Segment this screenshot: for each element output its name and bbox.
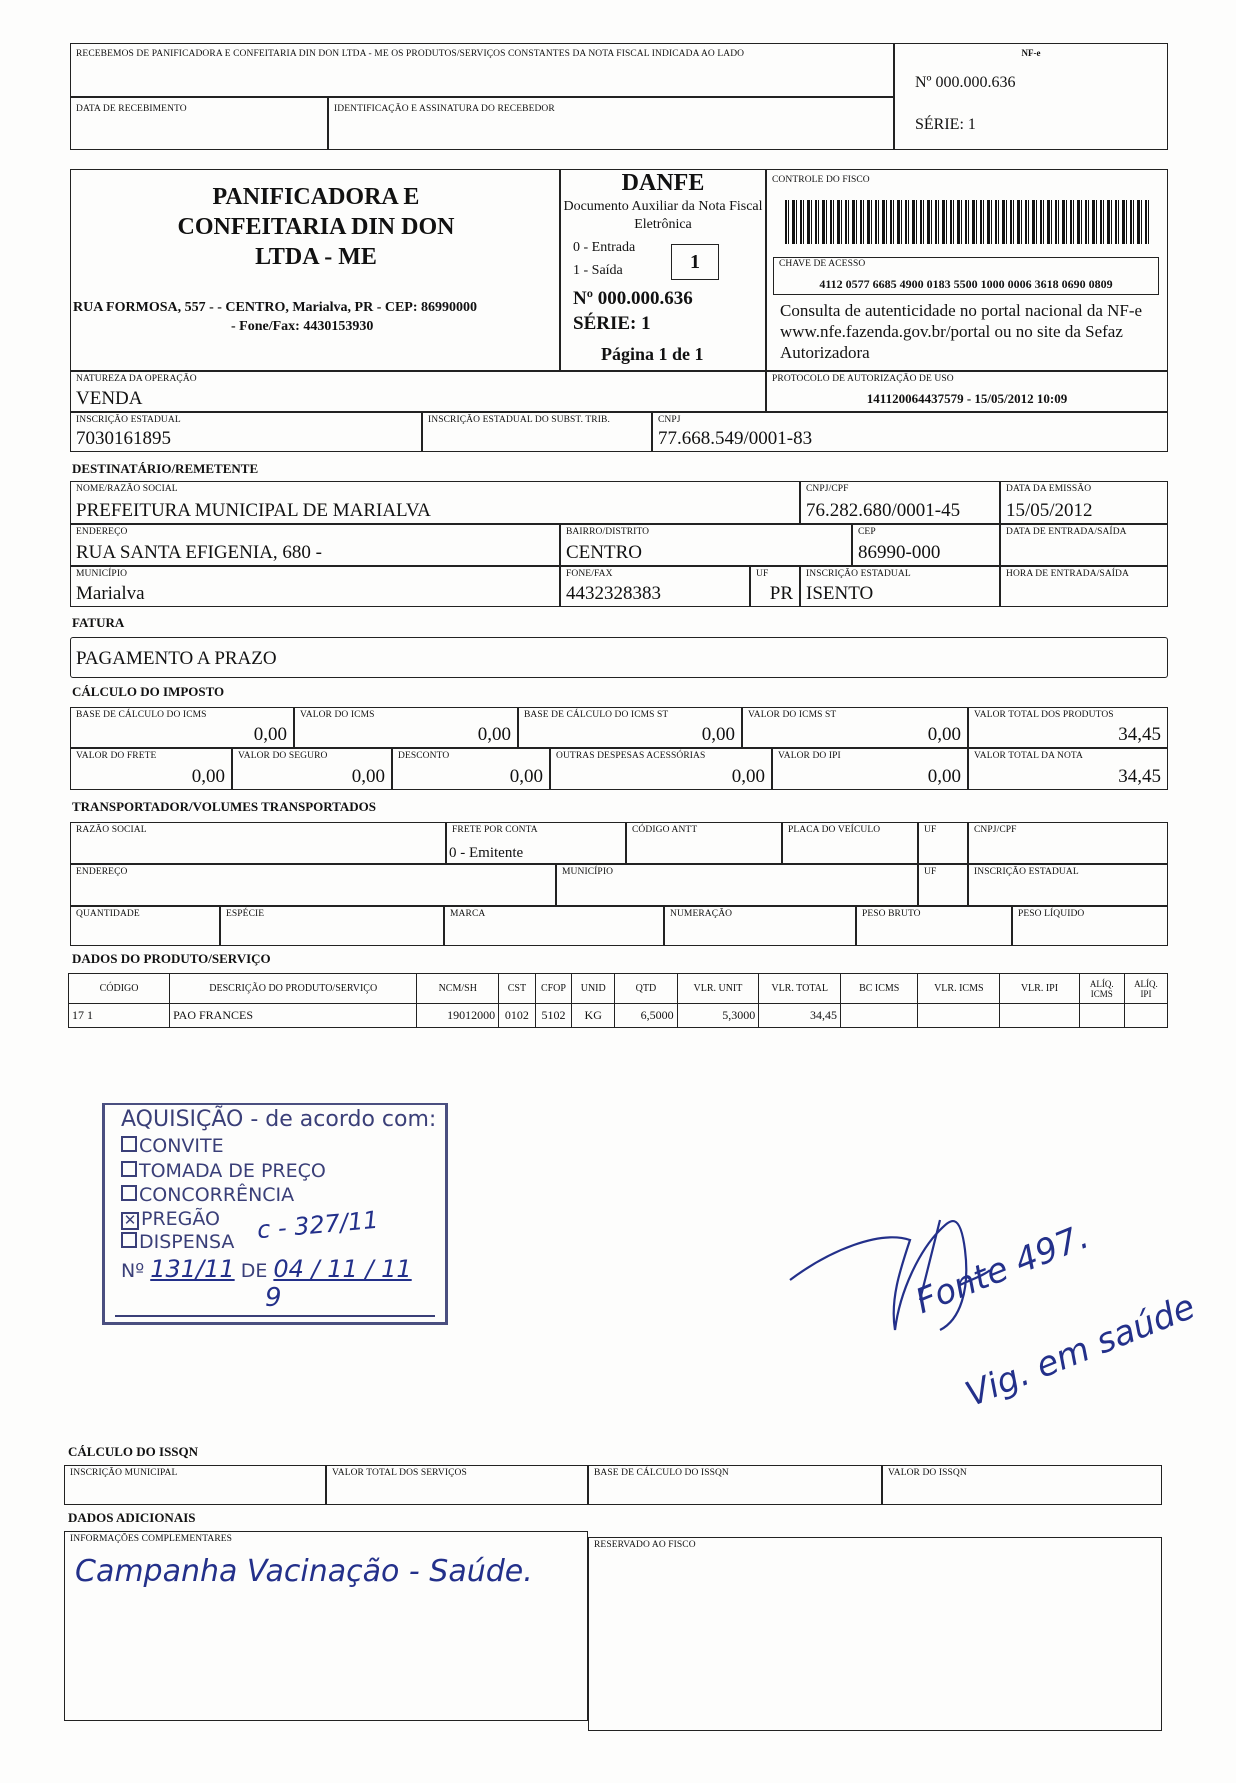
recipient-address-value: RUA SANTA EFIGENIA, 680 - [76,542,323,563]
danfe-saida: 1 - Saída [573,263,623,278]
issqn-label: BASE DE CÁLCULO DO ISSQN [594,1468,729,1478]
fatura-value: PAGAMENTO A PRAZO [76,648,277,669]
receipt-date-cell [70,97,328,150]
col-header: UNID [572,974,615,1004]
table-row [69,1004,1168,1028]
additional-reserved-cell [588,1537,1162,1731]
receipt-text-cell [70,43,894,97]
transport-municipio-label: MUNICÍPIO [562,867,614,877]
fatura-cell [70,637,1168,678]
fatura-section-title: FATURA [72,615,125,630]
stamp-option-label: PREGÃO [141,1208,221,1230]
issqn-im-cell [64,1465,326,1505]
ie-st-label: INSCRIÇÃO ESTADUAL DO SUBST. TRIB. [428,415,610,425]
fisco-consulta: Consulta de autenticidade no portal nacional da NF-e www.nfe.fazenda.gov.br/portal ou no site da Sefaz Autorizadora [780,301,1143,362]
cell-vlr-icms [918,1004,1000,1028]
issqn-section-title: CÁLCULO DO ISSQN [68,1444,199,1459]
recipient-bairro-label: BAIRRO/DISTRITO [566,527,650,537]
tax-outras-cell [550,748,772,790]
acquisition-stamp [102,1103,448,1325]
fisco-key-box [773,257,1159,295]
tax-label: VALOR DO SEGURO [238,751,328,761]
tax-label: BASE DE CÁLCULO DO ICMS ST [524,710,669,720]
col-header: BC ICMS [841,974,918,1004]
tax-label: VALOR TOTAL DA NOTA [974,751,1084,761]
recipient-uf-label: UF [756,569,769,579]
products-section-title: DADOS DO PRODUTO/SERVIÇO [72,951,271,966]
recipient-cep-label: CEP [858,527,876,537]
recipient-cnpj-cell [800,481,1000,524]
danfe-tipo-box: 1 [671,244,719,280]
transport-cnpj-label: CNPJ/CPF [974,825,1017,835]
transport-marca-cell [444,906,664,946]
products-table [68,973,1168,1028]
col-header: CFOP [535,974,572,1004]
checkbox-icon [121,1185,137,1201]
transport-numeracao-cell [664,906,856,946]
ie-label: INSCRIÇÃO ESTADUAL [76,415,181,425]
transport-frete-cell [446,822,626,864]
cnpj-cell [652,412,1168,452]
col-header: QTD [615,974,677,1004]
cnpj-label: CNPJ [658,415,681,425]
recipient-address-label: ENDEREÇO [76,527,128,537]
recipient-municipio-label: MUNICÍPIO [76,569,128,579]
tax-value: 0,00 [927,724,961,745]
col-header: VLR. IPI [1000,974,1080,1004]
cell-vlr-total: 34,45 [759,1004,841,1028]
additional-section-title: DADOS ADICIONAIS [68,1510,196,1525]
cell-descricao: PAO FRANCES [170,1004,417,1028]
tax-label: VALOR DO FRETE [76,751,157,761]
transport-especie-label: ESPÉCIE [226,909,265,919]
checked-checkbox-icon: ✕ [121,1212,139,1230]
col-header: VLR. UNIT [677,974,759,1004]
recipient-ie-label: INSCRIÇÃO ESTADUAL [806,569,911,579]
ie-cell [70,412,422,452]
checkbox-icon [121,1136,137,1152]
cell-cfop: 5102 [535,1004,572,1028]
tax-desconto-cell [392,748,550,790]
stamp-no-value: 131/11 [150,1255,235,1283]
cell-ncm: 19012000 [417,1004,499,1028]
stamp-de: DE [240,1260,268,1282]
tax-value: 34,45 [1118,724,1161,745]
col-header: ALÍQ. ICMS [1079,974,1124,1004]
stamp-option-dispensa [121,1231,234,1253]
stamp-date: 04 / 11 / 11 [273,1255,412,1283]
col-header: NCM/SH [417,974,499,1004]
receipt-sign-label: IDENTIFICAÇÃO E ASSINATURA DO RECEBEDOR [334,104,555,114]
cnpj-value: 77.668.549/0001-83 [658,428,813,449]
recipient-cep-value: 86990-000 [858,542,941,563]
additional-info-handwritten: Campanha Vacinação - Saúde. [75,1554,533,1589]
recipient-emissao-cell [1000,481,1168,524]
tax-value: 0,00 [191,766,225,787]
stamp-option-pregao [121,1208,220,1230]
recipient-bairro-cell [560,524,852,566]
transport-uf-cell [918,822,968,864]
stamp-bottom-line [115,1315,435,1317]
transport-peso-bruto-label: PESO BRUTO [862,909,921,919]
recipient-entrada-label: DATA DE ENTRADA/SAÍDA [1006,527,1127,537]
transport-marca-label: MARCA [450,909,486,919]
transport-placa-label: PLACA DO VEÍCULO [788,825,881,835]
tax-total-nota-cell [968,748,1168,790]
natureza-cell [70,371,766,412]
recipient-cnpj-label: CNPJ/CPF [806,484,849,494]
recipient-municipio-value: Marialva [76,583,145,604]
receipt-text: RECEBEMOS DE PANIFICADORA E CONFEITARIA DIN DON LTDA - ME OS PRODUTOS/SERVIÇOS CONSTANTES DA NOTA FISCAL INDICADA AO LADO [76,49,745,59]
recipient-entrada-cell [1000,524,1168,566]
tax-value: 0,00 [701,724,735,745]
stamp-option-label: CONCORRÊNCIA [139,1184,295,1206]
danfe-entrada: 0 - Entrada [573,240,636,255]
tax-label: VALOR TOTAL DOS PRODUTOS [974,710,1114,720]
issqn-base-cell [588,1465,882,1505]
transport-qtd-label: QUANTIDADE [76,909,140,919]
stamp-option-concorrencia [121,1184,294,1206]
recipient-name-label: NOME/RAZÃO SOCIAL [76,484,178,494]
recipient-ie-cell [800,566,1000,607]
checkbox-icon [121,1161,137,1177]
tax-total-produtos-cell [968,707,1168,748]
tax-section-title: CÁLCULO DO IMPOSTO [72,684,225,699]
col-header: CÓDIGO [69,974,170,1004]
transport-qtd-cell [70,906,220,946]
transport-ie-cell [968,864,1168,906]
tax-valor-icms-st-cell [742,707,968,748]
cell-vlr-unit: 5,3000 [677,1004,759,1028]
recipient-emissao-label: DATA DA EMISSÃO [1006,484,1092,494]
cell-vlr-ipi [1000,1004,1080,1028]
issqn-label: VALOR TOTAL DOS SERVIÇOS [332,1468,467,1478]
ie-value: 7030161895 [76,428,171,449]
danfe-subtitle: Documento Auxiliar da Nota Fiscal Eletrônica [563,199,763,232]
receipt-nfe-cell [894,43,1168,150]
fisco-key: 4112 0577 6685 4900 0183 5500 1000 0006 3618 0690 0809 [819,277,1113,291]
recipient-ie-value: ISENTO [806,583,874,604]
recipient-fone-cell [560,566,750,607]
emitter-name: PANIFICADORA E CONFEITARIA DIN DON LTDA - ME [177,184,455,270]
col-header: DESCRIÇÃO DO PRODUTO/SERVIÇO [170,974,417,1004]
access-key-barcode [785,200,1150,244]
recipient-name-cell [70,481,800,524]
natureza-label: NATUREZA DA OPERAÇÃO [76,374,197,384]
transport-peso-liquido-cell [1012,906,1168,946]
receipt-serie: SÉRIE: 1 [915,116,976,133]
issqn-label: VALOR DO ISSQN [888,1468,967,1478]
cell-bc-icms [841,1004,918,1028]
tax-frete-cell [70,748,232,790]
tax-base-icms-cell [70,707,294,748]
danfe-number: Nº 000.000.636 [573,288,693,309]
transport-uf2-cell [918,864,968,906]
danfe-title: DANFE [621,170,705,196]
issqn-total-servicos-cell [326,1465,588,1505]
tax-value: 0,00 [351,766,385,787]
col-header: VLR. ICMS [918,974,1000,1004]
cell-cst: 0102 [499,1004,536,1028]
tax-label: OUTRAS DESPESAS ACESSÓRIAS [556,751,706,761]
annotation-line-1: Fonte 497. [910,1216,1095,1323]
transport-antt-cell [626,822,782,864]
protocolo-value: 141120064437579 - 15/05/2012 10:09 [866,391,1068,406]
stamp-option-tomada [121,1160,326,1182]
danfe-box [560,169,766,371]
transport-endereco-cell [70,864,556,906]
stamp-number-line [121,1255,412,1283]
transport-especie-cell [220,906,444,946]
cell-unid: KG [572,1004,615,1028]
checkbox-icon [121,1232,137,1248]
tax-label: VALOR DO IPI [778,751,841,761]
transport-uf-label: UF [924,825,937,835]
protocolo-label: PROTOCOLO DE AUTORIZAÇÃO DE USO [772,374,954,384]
stamp-option-convite [121,1135,224,1157]
col-header: VLR. TOTAL [759,974,841,1004]
recipient-fone-value: 4432328383 [566,583,661,604]
ie-st-cell [422,412,652,452]
cell-aliq-icms [1079,1004,1124,1028]
emitter-box [70,169,560,371]
emitter-phone: - Fone/Fax: 4430153930 [231,319,374,334]
cell-aliq-ipi [1124,1004,1167,1028]
additional-info-cell [64,1531,588,1721]
transport-antt-label: CÓDIGO ANTT [632,825,698,835]
recipient-uf-value: PR [769,583,793,604]
recipient-fone-label: FONE/FAX [566,569,613,579]
recipient-municipio-cell [70,566,560,607]
tax-label: VALOR DO ICMS ST [748,710,837,720]
col-header: ALÍQ. IPI [1124,974,1167,1004]
receipt-date-label: DATA DE RECEBIMENTO [76,104,187,114]
tax-value: 0,00 [509,766,543,787]
tax-label: BASE DE CÁLCULO DO ICMS [76,710,207,720]
emitter-address: RUA FORMOSA, 557 - - CENTRO, Marialva, PR - CEP: 86990000 [73,300,478,315]
tax-value: 0,00 [927,766,961,787]
stamp-title: AQUISIÇÃO - de acordo com: [121,1107,437,1132]
protocolo-cell [766,371,1168,412]
danfe-serie: SÉRIE: 1 [573,313,651,334]
stamp-mark: 9 [265,1283,282,1313]
transport-ie-label: INSCRIÇÃO ESTADUAL [974,867,1079,877]
fisco-key-label: CHAVE DE ACESSO [779,259,866,269]
transport-numeracao-label: NUMERAÇÃO [670,909,733,919]
tax-ipi-cell [772,748,968,790]
tax-base-icms-st-cell [518,707,742,748]
additional-info-label: INFORMAÇÕES COMPLEMENTARES [70,1534,233,1544]
transport-razao-cell [70,822,446,864]
tax-seguro-cell [232,748,392,790]
issqn-label: INSCRIÇÃO MUNICIPAL [70,1468,178,1478]
col-header: CST [499,974,536,1004]
recipient-address-cell [70,524,560,566]
cell-qtd: 6,5000 [615,1004,677,1028]
issqn-valor-cell [882,1465,1162,1505]
transport-uf2-label: UF [924,867,937,877]
recipient-bairro-value: CENTRO [566,542,642,563]
recipient-name-value: PREFEITURA MUNICIPAL DE MARIALVA [76,500,431,521]
recipient-section-title: DESTINATÁRIO/REMETENTE [72,461,259,476]
stamp-option-label: DISPENSA [139,1231,235,1253]
transport-cnpj-cell [968,822,1168,864]
transport-razao-label: RAZÃO SOCIAL [76,825,147,835]
stamp-no-prefix: Nº [121,1260,145,1282]
recipient-cep-cell [852,524,1000,566]
tax-valor-icms-cell [294,707,518,748]
transport-placa-cell [782,822,918,864]
tax-label: DESCONTO [398,751,450,761]
transport-peso-liquido-label: PESO LÍQUIDO [1018,909,1085,919]
transport-endereco-label: ENDEREÇO [76,867,128,877]
annotation-line-2: Vig. em saúde [960,1286,1201,1416]
transport-municipio-cell [556,864,918,906]
receipt-nfe-label: NF-e [1021,48,1041,58]
recipient-hora-label: HORA DE ENTRADA/SAÍDA [1006,569,1129,579]
tax-value: 34,45 [1118,766,1161,787]
transport-peso-bruto-cell [856,906,1012,946]
receipt-number: Nº 000.000.636 [915,74,1016,91]
danfe-page: Página 1 de 1 [601,344,704,364]
products-header-row [69,974,1168,1004]
transport-frete-label: FRETE POR CONTA [452,825,538,835]
stamp-option-label: CONVITE [139,1135,224,1157]
natureza-value: VENDA [76,388,143,409]
recipient-emissao-value: 15/05/2012 [1006,500,1093,521]
recipient-cnpj-value: 76.282.680/0001-45 [806,500,961,521]
tax-value: 0,00 [253,724,287,745]
recipient-hora-cell [1000,566,1168,607]
stamp-handwritten-ref: c - 327/11 [256,1205,380,1245]
transport-section-title: TRANSPORTADOR/VOLUMES TRANSPORTADOS [72,799,377,814]
cell-codigo: 17 1 [69,1004,170,1028]
fisco-control-label: CONTROLE DO FISCO [772,175,870,185]
recipient-uf-cell [750,566,800,607]
receipt-sign-cell [328,97,894,150]
additional-reserved-label: RESERVADO AO FISCO [594,1540,696,1550]
transport-frete-value: 0 - Emitente [449,845,524,861]
tax-value: 0,00 [731,766,765,787]
tax-label: VALOR DO ICMS [300,710,375,720]
tax-value: 0,00 [477,724,511,745]
stamp-option-label: TOMADA DE PREÇO [139,1160,326,1182]
